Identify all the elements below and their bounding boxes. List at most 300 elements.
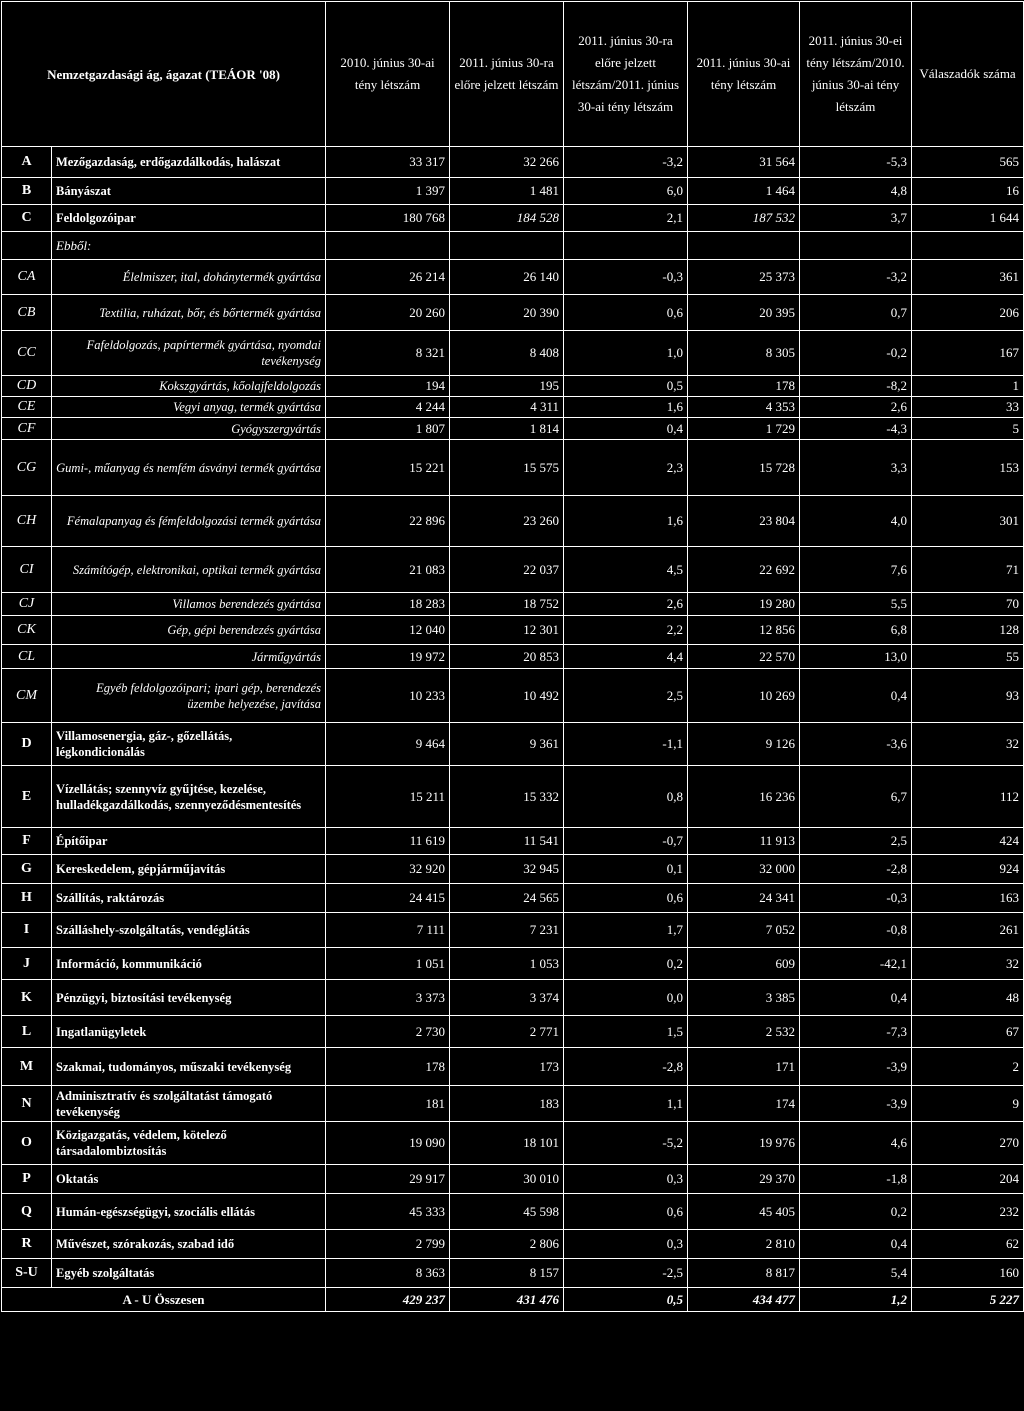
row-value: -2,8: [564, 1048, 688, 1086]
row-value: 8 321: [326, 331, 450, 376]
row-value: 15 332: [450, 766, 564, 828]
total-value: 434 477: [688, 1288, 800, 1312]
row-value: 924: [912, 855, 1024, 884]
row-sector-name: Gyógyszergyártás: [52, 418, 326, 440]
row-value: 4 244: [326, 397, 450, 418]
row-value: 0,6: [564, 1194, 688, 1230]
row-code: L: [2, 1016, 52, 1048]
row-value: 2,3: [564, 440, 688, 496]
row-code: CK: [2, 616, 52, 645]
row-value: [912, 232, 1024, 260]
header-2011-actual: 2011. június 30-ai tény létszám: [688, 2, 800, 147]
row-value: [688, 232, 800, 260]
row-value: 8 157: [450, 1259, 564, 1288]
row-value: -0,3: [564, 260, 688, 295]
row-value: 12 040: [326, 616, 450, 645]
table-row: [2, 828, 1024, 855]
row-value: 9: [912, 1086, 1024, 1122]
row-value: 163: [912, 884, 1024, 913]
row-sector-name: Humán-egészségügyi, szociális ellátás: [52, 1194, 326, 1230]
row-value: 32 945: [450, 855, 564, 884]
row-value: 609: [688, 948, 800, 980]
row-code: CI: [2, 547, 52, 593]
row-code: CC: [2, 331, 52, 376]
table-row: [2, 1122, 1024, 1165]
row-value: 20 390: [450, 295, 564, 331]
row-value: 301: [912, 496, 1024, 547]
row-value: 7 052: [688, 913, 800, 948]
row-value: 173: [450, 1048, 564, 1086]
row-value: 0,3: [564, 1165, 688, 1194]
table-row: [2, 496, 1024, 547]
row-value: 33 317: [326, 147, 450, 178]
row-value: 11 619: [326, 828, 450, 855]
row-value: 7 231: [450, 913, 564, 948]
row-value: 67: [912, 1016, 1024, 1048]
row-value: [800, 232, 912, 260]
row-value: 19 090: [326, 1122, 450, 1165]
row-code: C: [2, 205, 52, 232]
row-value: 174: [688, 1086, 800, 1122]
table-row: [2, 147, 1024, 178]
row-code: B: [2, 178, 52, 205]
row-value: [450, 232, 564, 260]
table-row: [2, 440, 1024, 496]
table-row: [2, 260, 1024, 295]
row-value: 195: [450, 376, 564, 397]
row-value: 181: [326, 1086, 450, 1122]
row-code: CM: [2, 669, 52, 723]
total-value: 1,2: [800, 1288, 912, 1312]
row-sector-name: Bányászat: [52, 178, 326, 205]
row-value: 1 729: [688, 418, 800, 440]
row-value: 0,6: [564, 295, 688, 331]
row-value: 565: [912, 147, 1024, 178]
row-sector-name: Művészet, szórakozás, szabad idő: [52, 1230, 326, 1259]
row-value: 18 752: [450, 593, 564, 616]
row-value: 29 917: [326, 1165, 450, 1194]
row-value: -5,3: [800, 147, 912, 178]
row-value: 16 236: [688, 766, 800, 828]
row-value: 3,3: [800, 440, 912, 496]
row-code: CL: [2, 645, 52, 669]
header-row: [2, 2, 1024, 147]
row-value: -0,8: [800, 913, 912, 948]
row-code: CE: [2, 397, 52, 418]
row-value: 0,4: [800, 1230, 912, 1259]
row-value: -7,3: [800, 1016, 912, 1048]
table-row: [2, 418, 1024, 440]
header-actual-ratio: 2011. június 30-ei tény létszám/2010. június 30-ai tény létszám: [800, 2, 912, 147]
table-row: [2, 980, 1024, 1016]
row-value: 2 532: [688, 1016, 800, 1048]
row-code: M: [2, 1048, 52, 1086]
row-value: 2,6: [800, 397, 912, 418]
row-value: 0,8: [564, 766, 688, 828]
row-value: 160: [912, 1259, 1024, 1288]
row-value: 11 913: [688, 828, 800, 855]
row-value: -3,6: [800, 723, 912, 766]
row-value: 206: [912, 295, 1024, 331]
row-value: 19 972: [326, 645, 450, 669]
row-value: 2 730: [326, 1016, 450, 1048]
row-value: 128: [912, 616, 1024, 645]
row-value: 1,7: [564, 913, 688, 948]
header-respondents: Válaszadók száma: [912, 2, 1024, 147]
row-sector-name: Gép, gépi berendezés gyártása: [52, 616, 326, 645]
row-value: 2,1: [564, 205, 688, 232]
row-value: 2 806: [450, 1230, 564, 1259]
row-value: 8 363: [326, 1259, 450, 1288]
row-sector-name: Közigazgatás, védelem, kötelező társadalombiztosítás: [52, 1122, 326, 1165]
row-sector-name: Kereskedelem, gépjárműjavítás: [52, 855, 326, 884]
row-sector-name: Adminisztratív és szolgáltatást támogató tevékenység: [52, 1086, 326, 1122]
table-row: [2, 884, 1024, 913]
row-value: 180 768: [326, 205, 450, 232]
row-code: E: [2, 766, 52, 828]
row-sector-name: Kokszgyártás, kőolajfeldolgozás: [52, 376, 326, 397]
row-value: 8 408: [450, 331, 564, 376]
row-value: -0,7: [564, 828, 688, 855]
row-value: 15 728: [688, 440, 800, 496]
row-sector-name: Építőipar: [52, 828, 326, 855]
row-code: CF: [2, 418, 52, 440]
row-value: 112: [912, 766, 1024, 828]
row-value: 32: [912, 948, 1024, 980]
row-value: 31 564: [688, 147, 800, 178]
employment-table: [1, 1, 1024, 1312]
row-value: 8 817: [688, 1259, 800, 1288]
table-row: [2, 232, 1024, 260]
row-value: 12 856: [688, 616, 800, 645]
row-value: 13,0: [800, 645, 912, 669]
table-row: [2, 547, 1024, 593]
row-value: 62: [912, 1230, 1024, 1259]
row-value: 3 374: [450, 980, 564, 1016]
table-row: [2, 593, 1024, 616]
row-sector-name: Ingatlanügyletek: [52, 1016, 326, 1048]
row-value: 8 305: [688, 331, 800, 376]
row-code: O: [2, 1122, 52, 1165]
row-value: 29 370: [688, 1165, 800, 1194]
row-value: 20 853: [450, 645, 564, 669]
row-value: 184 528: [450, 205, 564, 232]
row-value: 4 311: [450, 397, 564, 418]
header-forecast-ratio: 2011. június 30-ra előre jelzett létszám/2011. június 30-ai tény létszám: [564, 2, 688, 147]
row-value: 0,1: [564, 855, 688, 884]
row-value: 15 221: [326, 440, 450, 496]
row-value: 0,4: [564, 418, 688, 440]
row-value: 33: [912, 397, 1024, 418]
table-row: [2, 855, 1024, 884]
row-value: 0,3: [564, 1230, 688, 1259]
header-2010-actual: 2010. június 30-ai tény létszám: [326, 2, 450, 147]
row-value: [564, 232, 688, 260]
row-value: 19 280: [688, 593, 800, 616]
row-value: 15 575: [450, 440, 564, 496]
row-sector-name: Járműgyártás: [52, 645, 326, 669]
row-value: 26 214: [326, 260, 450, 295]
table-row: [2, 1259, 1024, 1288]
row-value: -3,9: [800, 1048, 912, 1086]
table-row: [2, 616, 1024, 645]
table-row: [2, 376, 1024, 397]
row-value: -0,2: [800, 331, 912, 376]
row-value: 270: [912, 1122, 1024, 1165]
row-value: 9 464: [326, 723, 450, 766]
row-sector-name: Pénzügyi, biztosítási tevékenység: [52, 980, 326, 1016]
row-code: N: [2, 1086, 52, 1122]
row-code: I: [2, 913, 52, 948]
row-value: 55: [912, 645, 1024, 669]
row-value: 4,8: [800, 178, 912, 205]
row-value: 3 373: [326, 980, 450, 1016]
row-value: 9 361: [450, 723, 564, 766]
row-sector-name: Oktatás: [52, 1165, 326, 1194]
row-value: 0,4: [800, 669, 912, 723]
row-value: 26 140: [450, 260, 564, 295]
row-value: 71: [912, 547, 1024, 593]
row-code: CJ: [2, 593, 52, 616]
row-value: 12 301: [450, 616, 564, 645]
row-value: 232: [912, 1194, 1024, 1230]
row-value: 16: [912, 178, 1024, 205]
row-value: -3,2: [800, 260, 912, 295]
row-sector-name: Egyéb szolgáltatás: [52, 1259, 326, 1288]
row-value: 1 814: [450, 418, 564, 440]
row-value: 20 260: [326, 295, 450, 331]
row-value: 21 083: [326, 547, 450, 593]
row-value: 30 010: [450, 1165, 564, 1194]
row-value: 45 333: [326, 1194, 450, 1230]
table-row: [2, 723, 1024, 766]
row-value: 15 211: [326, 766, 450, 828]
row-value: 5: [912, 418, 1024, 440]
row-code: CG: [2, 440, 52, 496]
row-value: 0,4: [800, 980, 912, 1016]
table-row: [2, 766, 1024, 828]
total-value: 5 227: [912, 1288, 1024, 1312]
row-value: 2,6: [564, 593, 688, 616]
table-row: [2, 669, 1024, 723]
row-value: 187 532: [688, 205, 800, 232]
table-row: [2, 645, 1024, 669]
table-row: [2, 331, 1024, 376]
row-value: 194: [326, 376, 450, 397]
row-value: 4,4: [564, 645, 688, 669]
row-value: 1 053: [450, 948, 564, 980]
row-code: G: [2, 855, 52, 884]
row-value: 20 395: [688, 295, 800, 331]
row-value: -2,5: [564, 1259, 688, 1288]
row-value: 1: [912, 376, 1024, 397]
row-code: A: [2, 147, 52, 178]
table-row: [2, 178, 1024, 205]
row-value: 1,0: [564, 331, 688, 376]
row-value: -2,8: [800, 855, 912, 884]
row-value: 424: [912, 828, 1024, 855]
row-value: 22 037: [450, 547, 564, 593]
row-value: 45 405: [688, 1194, 800, 1230]
row-code: CA: [2, 260, 52, 295]
row-value: 178: [688, 376, 800, 397]
row-value: -1,1: [564, 723, 688, 766]
row-value: 0,2: [800, 1194, 912, 1230]
row-value: 167: [912, 331, 1024, 376]
row-value: 1,6: [564, 397, 688, 418]
row-value: 4,0: [800, 496, 912, 547]
row-code: [2, 232, 52, 260]
row-value: 178: [326, 1048, 450, 1086]
row-value: 3,7: [800, 205, 912, 232]
row-value: 22 692: [688, 547, 800, 593]
row-value: -1,8: [800, 1165, 912, 1194]
total-label: A - U Összesen: [2, 1288, 326, 1312]
row-value: 23 804: [688, 496, 800, 547]
row-code: CB: [2, 295, 52, 331]
row-value: 22 570: [688, 645, 800, 669]
row-value: 10 269: [688, 669, 800, 723]
row-value: 7,6: [800, 547, 912, 593]
row-value: 0,2: [564, 948, 688, 980]
row-value: 18 101: [450, 1122, 564, 1165]
row-code: S-U: [2, 1259, 52, 1288]
row-value: [326, 232, 450, 260]
row-value: 183: [450, 1086, 564, 1122]
row-value: 1,5: [564, 1016, 688, 1048]
row-sector-name: Fémalapanyag és fémfeldolgozási termék gyártása: [52, 496, 326, 547]
table-row: [2, 948, 1024, 980]
total-row: [2, 1288, 1024, 1312]
row-value: 24 415: [326, 884, 450, 913]
row-value: 5,4: [800, 1259, 912, 1288]
row-sector-name: Feldolgozóipar: [52, 205, 326, 232]
row-value: 2: [912, 1048, 1024, 1086]
row-value: 19 976: [688, 1122, 800, 1165]
table-row: [2, 205, 1024, 232]
row-value: 361: [912, 260, 1024, 295]
row-value: 1 481: [450, 178, 564, 205]
row-value: 93: [912, 669, 1024, 723]
row-sector-name: Textilia, ruházat, bőr, és bőrtermék gyártása: [52, 295, 326, 331]
table-row: [2, 397, 1024, 418]
row-value: 32: [912, 723, 1024, 766]
row-value: 32 266: [450, 147, 564, 178]
row-code: CH: [2, 496, 52, 547]
row-value: 2 771: [450, 1016, 564, 1048]
row-sector-name: Információ, kommunikáció: [52, 948, 326, 980]
row-sector-name: Mezőgazdaság, erdőgazdálkodás, halászat: [52, 147, 326, 178]
row-value: 1 051: [326, 948, 450, 980]
row-value: 6,0: [564, 178, 688, 205]
row-value: 25 373: [688, 260, 800, 295]
row-value: 32 000: [688, 855, 800, 884]
total-value: 429 237: [326, 1288, 450, 1312]
row-value: 6,7: [800, 766, 912, 828]
row-sector-name: Villamos berendezés gyártása: [52, 593, 326, 616]
row-sector-name: Gumi-, műanyag és nemfém ásványi termék gyártása: [52, 440, 326, 496]
row-code: P: [2, 1165, 52, 1194]
row-value: 4,5: [564, 547, 688, 593]
row-value: -3,2: [564, 147, 688, 178]
row-value: 171: [688, 1048, 800, 1086]
header-sector: Nemzetgazdasági ág, ágazat (TEÁOR '08): [2, 2, 326, 147]
row-value: 0,6: [564, 884, 688, 913]
row-value: 1 397: [326, 178, 450, 205]
row-value: 1 807: [326, 418, 450, 440]
row-value: 11 541: [450, 828, 564, 855]
row-sector-name: Vegyi anyag, termék gyártása: [52, 397, 326, 418]
row-value: 7 111: [326, 913, 450, 948]
row-sector-name: Egyéb feldolgozóipari; ipari gép, berendezés üzembe helyezése, javítása: [52, 669, 326, 723]
row-value: 1 464: [688, 178, 800, 205]
row-value: 2,5: [800, 828, 912, 855]
row-value: 22 896: [326, 496, 450, 547]
row-value: 204: [912, 1165, 1024, 1194]
row-sector-name: Szállítás, raktározás: [52, 884, 326, 913]
table-row: [2, 1048, 1024, 1086]
row-value: 1 644: [912, 205, 1024, 232]
total-value: 0,5: [564, 1288, 688, 1312]
row-value: 261: [912, 913, 1024, 948]
row-sector-name: Fafeldolgozás, papírtermék gyártása, nyomdai tevékenység: [52, 331, 326, 376]
row-value: 2,5: [564, 669, 688, 723]
header-2011-forecast: 2011. június 30-ra előre jelzett létszám: [450, 2, 564, 147]
row-value: 4,6: [800, 1122, 912, 1165]
row-value: 4 353: [688, 397, 800, 418]
row-code: Q: [2, 1194, 52, 1230]
row-value: 6,8: [800, 616, 912, 645]
row-value: 0,7: [800, 295, 912, 331]
row-sector-name: Villamosenergia, gáz-, gőzellátás, légkondicionálás: [52, 723, 326, 766]
row-sector-name: Szálláshely-szolgáltatás, vendéglátás: [52, 913, 326, 948]
table-row: [2, 1086, 1024, 1122]
row-value: 2 799: [326, 1230, 450, 1259]
row-code: K: [2, 980, 52, 1016]
row-code: R: [2, 1230, 52, 1259]
row-value: -5,2: [564, 1122, 688, 1165]
row-value: -3,9: [800, 1086, 912, 1122]
row-value: 32 920: [326, 855, 450, 884]
row-value: 1,1: [564, 1086, 688, 1122]
row-value: 48: [912, 980, 1024, 1016]
row-value: 3 385: [688, 980, 800, 1016]
table-row: [2, 1165, 1024, 1194]
row-value: -42,1: [800, 948, 912, 980]
table-row: [2, 295, 1024, 331]
table-row: [2, 913, 1024, 948]
row-sector-name: Vízellátás; szennyvíz gyűjtése, kezelése, hulladékgazdálkodás, szennyeződésmentesítés: [52, 766, 326, 828]
table-row: [2, 1016, 1024, 1048]
row-sector-name: Szakmai, tudományos, műszaki tevékenység: [52, 1048, 326, 1086]
row-value: 18 283: [326, 593, 450, 616]
table-row: [2, 1194, 1024, 1230]
total-value: 431 476: [450, 1288, 564, 1312]
row-value: 70: [912, 593, 1024, 616]
row-code: CD: [2, 376, 52, 397]
row-value: -4,3: [800, 418, 912, 440]
row-value: 45 598: [450, 1194, 564, 1230]
row-sector-name: Ebből:: [52, 232, 326, 260]
row-value: -0,3: [800, 884, 912, 913]
table-row: [2, 1230, 1024, 1259]
row-value: -8,2: [800, 376, 912, 397]
row-value: 0,5: [564, 376, 688, 397]
row-sector-name: Számítógép, elektronikai, optikai termék gyártása: [52, 547, 326, 593]
row-code: F: [2, 828, 52, 855]
row-sector-name: Élelmiszer, ital, dohánytermék gyártása: [52, 260, 326, 295]
row-code: J: [2, 948, 52, 980]
